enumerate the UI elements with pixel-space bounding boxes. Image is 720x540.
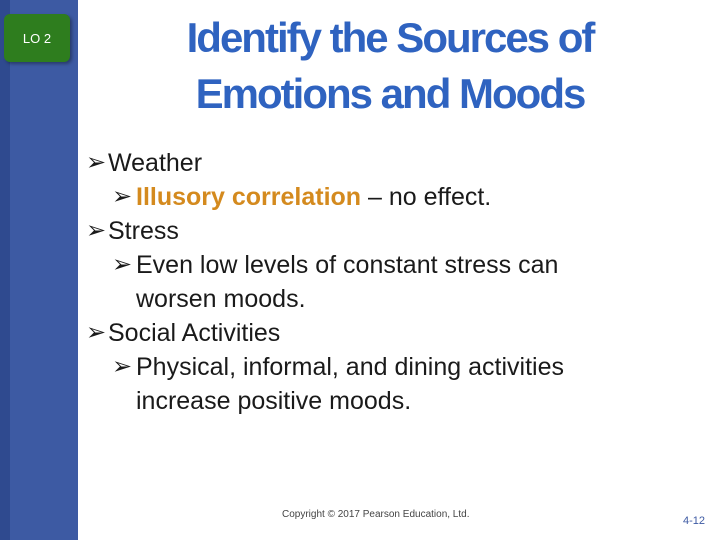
bullet-social-activities bbox=[86, 316, 706, 350]
bullet-stress bbox=[86, 214, 706, 248]
slide-title-line-2: Emotions and Moods bbox=[195, 70, 585, 117]
sub-bullet-social-activities bbox=[86, 350, 706, 418]
slide-title bbox=[100, 10, 680, 122]
bullet-label: Social Activities bbox=[108, 319, 281, 347]
bullet-label: Weather bbox=[108, 149, 203, 177]
sidebar-accent bbox=[0, 0, 10, 540]
lo-badge bbox=[4, 14, 70, 62]
arrow-bullet-icon: ➢ bbox=[86, 319, 107, 346]
sub-bullet-stress bbox=[86, 248, 706, 316]
sub-bullet-text: – no effect. bbox=[361, 183, 492, 211]
bullet-weather bbox=[86, 146, 706, 180]
sidebar-band bbox=[0, 0, 78, 540]
arrow-bullet-icon: ➢ bbox=[112, 251, 133, 278]
arrow-bullet-icon: ➢ bbox=[112, 353, 133, 380]
arrow-bullet-icon: ➢ bbox=[86, 217, 107, 244]
lo-badge-label: LO 2 bbox=[22, 30, 52, 46]
arrow-bullet-icon: ➢ bbox=[86, 149, 107, 176]
sub-bullet-text: Even low levels of constant stress can bbox=[136, 251, 559, 279]
copyright-text: Copyright © 2017 Pearson Education, Ltd. bbox=[282, 509, 470, 520]
highlight-term: Illusory correlation bbox=[136, 183, 362, 211]
bullet-list bbox=[86, 146, 706, 418]
sub-bullet-weather bbox=[86, 180, 706, 214]
slide-title-line-1: Identify the Sources of bbox=[186, 14, 594, 61]
page-number: 4-12 bbox=[683, 515, 706, 527]
sub-bullet-text: Physical, informal, and dining activities bbox=[136, 353, 564, 381]
sub-bullet-text-cont: increase positive moods. bbox=[136, 387, 412, 415]
sub-bullet-text-cont: worsen moods. bbox=[136, 285, 306, 313]
arrow-bullet-icon: ➢ bbox=[112, 183, 133, 210]
bullet-label: Stress bbox=[108, 217, 179, 245]
